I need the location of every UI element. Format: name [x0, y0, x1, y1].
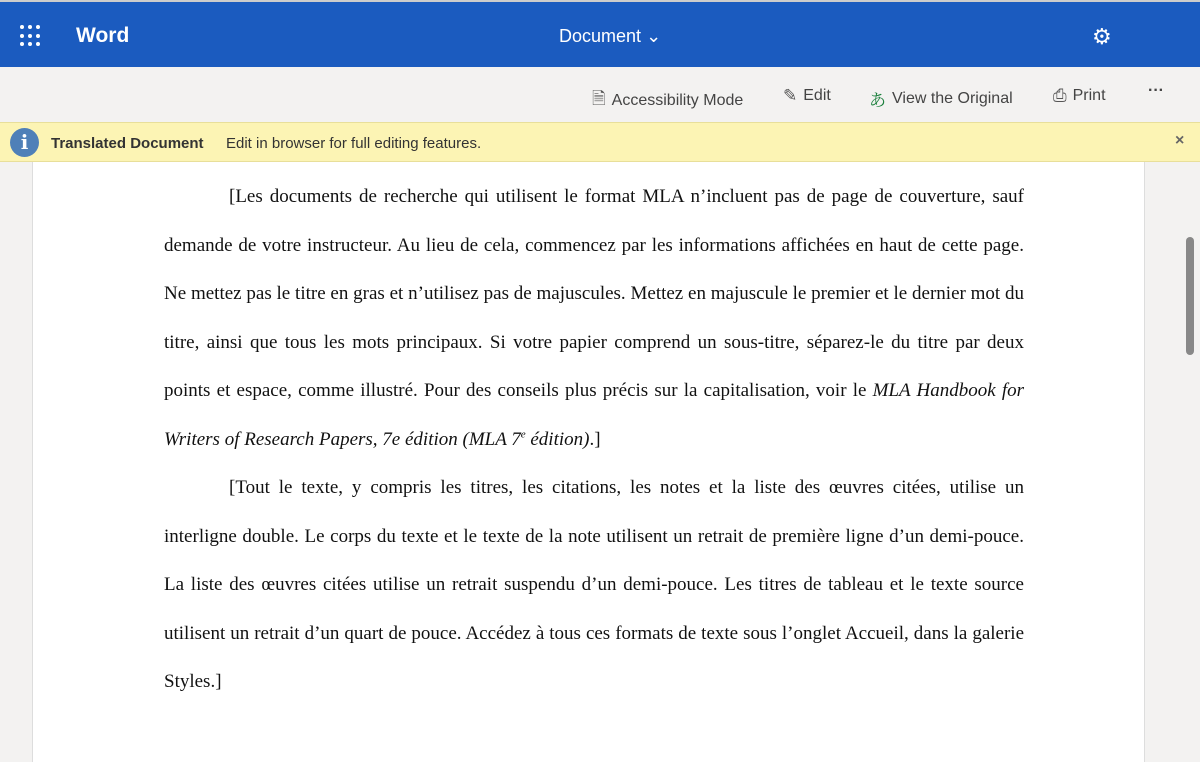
view-original-label: View the Original	[892, 89, 1013, 107]
citation-text-end: édition)	[525, 428, 590, 450]
edit-button[interactable]	[783, 86, 831, 106]
translate-icon: あ	[869, 91, 886, 110]
print-button[interactable]	[1053, 86, 1106, 106]
more-options-button[interactable]: ···	[1148, 82, 1164, 99]
accessibility-label: Accessibility Mode	[611, 91, 744, 109]
accessibility-icon: 🗎	[592, 89, 606, 108]
citation-text: MLA Handbook for Writers of Research Papers, 7e édition (MLA 7	[164, 380, 1024, 450]
command-bar	[0, 67, 1200, 122]
translation-banner	[0, 122, 1200, 162]
superscript: e	[520, 428, 526, 441]
accessibility-mode-button[interactable]	[592, 86, 743, 115]
document-title-menu[interactable]	[559, 26, 661, 47]
print-label: Print	[1072, 87, 1106, 104]
pencil-icon: ✎	[783, 86, 798, 105]
edit-label: Edit	[803, 87, 831, 104]
app-launcher-icon[interactable]	[20, 25, 42, 47]
document-body	[164, 173, 1024, 707]
chevron-down-icon: ⌄	[646, 26, 662, 46]
paragraph	[164, 173, 1024, 464]
document-title: Document	[559, 26, 642, 46]
app-header	[0, 0, 1200, 67]
settings-gear-icon[interactable]: ⚙	[1092, 24, 1112, 49]
paragraph-text: [Les documents de recherche qui utilisent le format MLA n’incluent pas de page de couverture, sauf demande de votre instructeur. Au lieu de cela, commencez par les informations affichées en haut de cette page. Ne mettez pas le titre en gras et n’utilisez pas de majuscules. Mettez en majuscule le premier et le dernier mot du titre, ainsi que tous les mots principaux. Si votre papier comprend un sous-titre, séparez-le du titre par deux points et espace, comme illustré. Pour des conseils plus précis sur la capitalisation, voir le	[164, 186, 1024, 401]
banner-message: Edit in browser for full editing features.	[226, 135, 482, 152]
view-original-button[interactable]	[869, 86, 1013, 111]
info-icon: i	[10, 128, 39, 157]
app-name[interactable]: Word	[76, 24, 130, 47]
paragraph: [Tout le texte, y compris les titres, les citations, les notes et la liste des œuvres citées, utilise un interligne double. Le corps du texte et le texte de la note utilisent un retrait de première ligne d’un demi-pouce. La liste des œuvres citées utilise un retrait suspendu d’un demi-pouce. Les titres de tableau et le texte source utilisent un retrait d’un quart de pouce. Accédez à tous ces formats de texte sous l’onglet Accueil, dans la galerie Styles.]	[164, 477, 1024, 692]
document-page	[32, 162, 1145, 762]
printer-icon: ⎙	[1053, 86, 1067, 105]
close-icon[interactable]: ×	[1175, 132, 1185, 149]
banner-title: Translated Document	[51, 135, 204, 152]
vertical-scrollbar[interactable]	[1186, 237, 1194, 355]
paragraph-end: .]	[589, 428, 601, 450]
